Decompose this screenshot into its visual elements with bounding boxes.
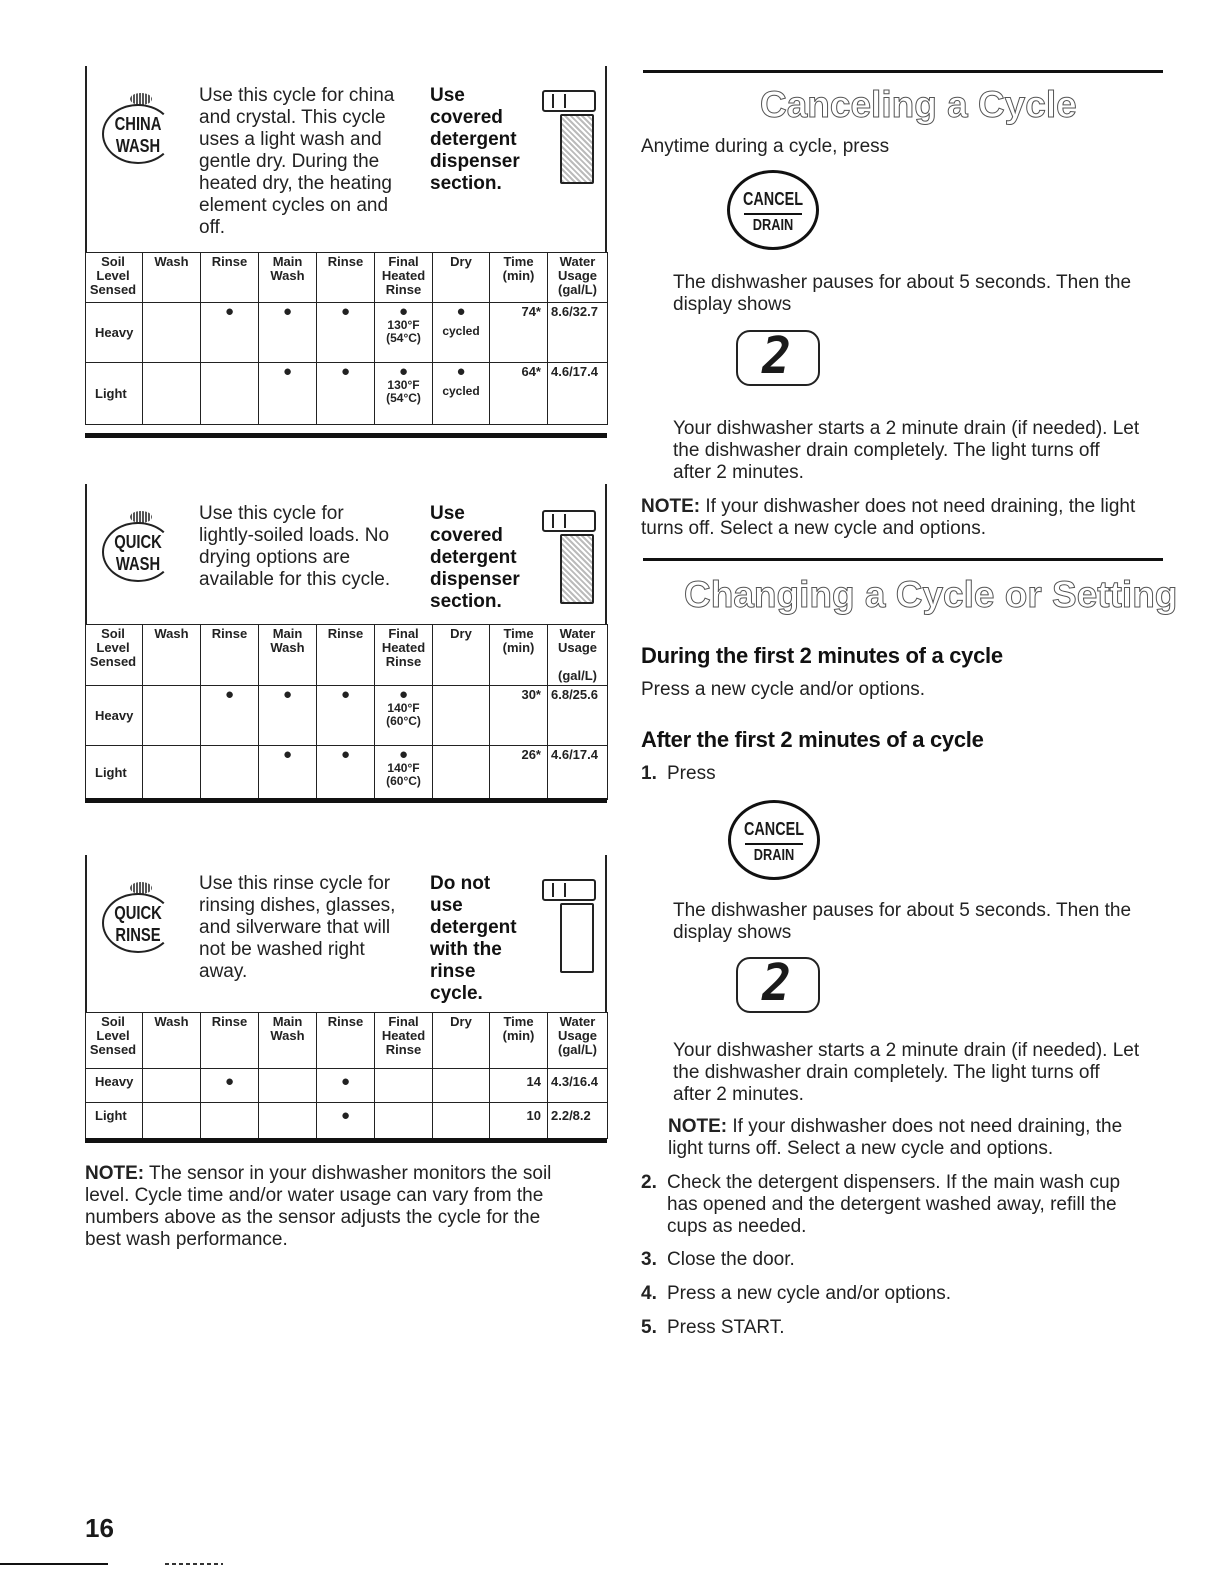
footer-dashes xyxy=(165,1563,223,1565)
detergent-cup-icon xyxy=(542,90,596,186)
header-time: Time (min) xyxy=(490,253,548,303)
canceling-heading: Canceling a Cycle xyxy=(760,84,1077,125)
table-row: Heavy ● ● ● ● 130°F (54°C) ● cycled 74* 8.6/32.7 xyxy=(86,303,608,363)
quick-wash-badge: QUICK WASH xyxy=(94,506,182,584)
divider xyxy=(643,70,1163,73)
quick-wash-table: Soil Level Sensed Wash Rinse Main Wash Rinse Final Heated Rinse Dry Time (min) Water Usage (gal/L) Heavy ● ● ● ● 140°F (60°C) 30* 6.8/25.6 Light ● ● ● 140°F (60°C) 26* 4.6/17.4 xyxy=(85,624,608,800)
display-icon-2: 2 xyxy=(736,957,820,1013)
display-icon: 2 xyxy=(736,330,820,386)
cancel-intro: Anytime during a cycle, press xyxy=(641,136,890,157)
cancel-drain-button-icon-2: CANCEL DRAIN xyxy=(728,800,820,880)
step-5: 5. Press START. xyxy=(641,1317,785,1338)
drain-text-2: Your dishwasher starts a 2 minute drain (if needed). Let the dishwasher drain completely. The light turns off after 2 minutes. xyxy=(673,1040,1140,1105)
detergent-cup-icon xyxy=(542,879,596,975)
note-no-drain-2: NOTE: If your dishwasher does not need draining, the light turns off. Select a new cycle and options. xyxy=(668,1116,1123,1159)
quick-rinse-badge: QUICK RINSE xyxy=(94,877,182,955)
header-soil-level: Soil Level Sensed xyxy=(86,253,143,303)
divider xyxy=(643,558,1163,561)
cancel-drain-button-icon: CANCEL DRAIN xyxy=(727,170,819,250)
header-water-usage: Water Usage (gal/L) xyxy=(548,253,608,303)
table-row: Light ● 10 2.2/8.2 xyxy=(86,1103,608,1139)
table-row: Light ● ● ● 140°F (60°C) 26* 4.6/17.4 xyxy=(86,746,608,800)
during-heading: During the first 2 minutes of a cycle xyxy=(641,643,1003,668)
quick-wash-description: Use this cycle for lightly-soiled loads. No drying options are available for this cycle. xyxy=(199,503,391,590)
quick-rinse-description: Use this rinse cycle for rinsing dishes, glasses, and silverware that will not be washed right away. xyxy=(199,873,396,982)
page-number: 16 xyxy=(85,1513,114,1543)
quick-rinse-detergent-note: Do not use detergent with the rinse cycle. xyxy=(430,873,517,1004)
step-4: 4. Press a new cycle and/or options. xyxy=(641,1283,952,1304)
china-wash-detergent-note: Use covered detergent dispenser section. xyxy=(430,85,520,194)
changing-heading: Changing a Cycle or Setting xyxy=(684,574,1178,615)
table-row: Heavy ● ● 14 4.3/16.4 xyxy=(86,1069,608,1103)
header-dry: Dry xyxy=(433,253,490,303)
drain-text: Your dishwasher starts a 2 minute drain (if needed). Let the dishwasher drain completely. The light turns off after 2 minutes. xyxy=(673,418,1140,483)
header-main-wash: Main Wash xyxy=(259,253,317,303)
china-wash-table xyxy=(85,252,608,425)
after-heading: After the first 2 minutes of a cycle xyxy=(641,727,984,752)
quick-wash-detergent-note: Use covered detergent dispenser section. xyxy=(430,503,520,612)
header-wash: Wash xyxy=(143,253,201,303)
step-2: 2. Check the detergent dispensers. If the main wash cup has opened and the detergent washed away, refill the cups as needed. xyxy=(641,1172,1121,1237)
table-row: Light ● ● ● 130°F (54°C) ● cycled 64* 4.6/17.4 xyxy=(86,363,608,425)
quick-rinse-table: Soil Level Sensed Wash Rinse Main Wash Rinse Final Heated Rinse Dry Time (min) Water Usage (gal/L) Heavy ● ● 14 4.3/16.4 Light ● 10 2.2/8.2 xyxy=(85,1012,608,1139)
table-row: Heavy ● ● ● ● 140°F (60°C) 30* 6.8/25.6 xyxy=(86,686,608,746)
during-text: Press a new cycle and/or options. xyxy=(641,679,926,700)
note-no-drain: NOTE: If your dishwasher does not need draining, the light turns off. Select a new cycle and options. xyxy=(641,496,1136,539)
pause-text: The dishwasher pauses for about 5 seconds. Then the display shows xyxy=(673,272,1132,315)
header-final-heated-rinse: Final Heated Rinse xyxy=(375,253,433,303)
header-rinse: Rinse xyxy=(201,253,259,303)
china-wash-description: Use this cycle for china and crystal. This cycle uses a light wash and gentle dry. During the heated dry, the heating element cycles on and off. xyxy=(199,85,395,238)
step-3: 3. Close the door. xyxy=(641,1249,795,1270)
pause-text-2: The dishwasher pauses for about 5 seconds. Then the display shows xyxy=(673,900,1132,943)
detergent-cup-icon xyxy=(542,510,596,606)
step-1: 1. Press xyxy=(641,763,716,784)
china-wash-badge: CHINA WASH xyxy=(94,88,182,166)
footer-rule xyxy=(0,1563,108,1565)
header-rinse-2: Rinse xyxy=(317,253,375,303)
sensor-note: NOTE: The sensor in your dishwasher monitors the soil level. Cycle time and/or water usage can vary from the numbers above as the sensor adjusts the cycle for the best wash performance. xyxy=(85,1163,552,1250)
